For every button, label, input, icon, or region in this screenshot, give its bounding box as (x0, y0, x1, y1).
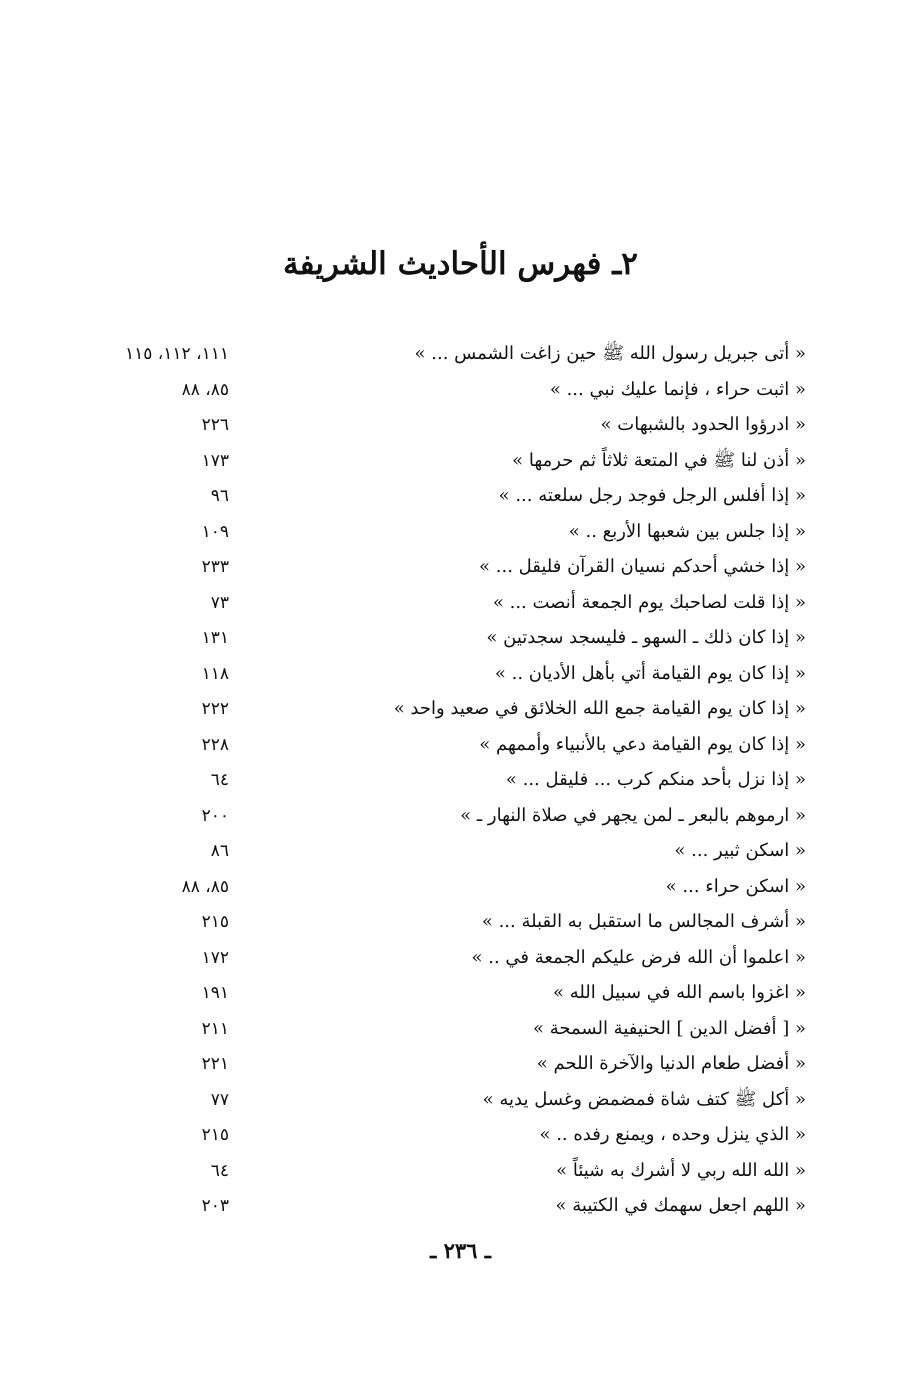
index-entry (0, 834, 921, 870)
hadith-text: « الذي ينزل وحده ، ويمنع رفده .. » (539, 1124, 806, 1145)
hadith-text: « اسكن ثبير ... » (674, 840, 806, 861)
index-entry (0, 1012, 921, 1048)
hadith-text: « إذا كان يوم القيامة دعي بالأنبياء وأممهم » (479, 733, 806, 755)
hadith-text: « أذن لنا ﷺ في المتعة ثلاثاً ثم حرمها » (512, 449, 806, 471)
page-references: ٢١١ (201, 1018, 229, 1039)
hadith-text: « أتى جبريل رسول الله ﷺ حين زاغت الشمس ... » (414, 343, 806, 364)
page-references: ٢٢١ (201, 1054, 229, 1074)
page-references: ٢٠٠ (201, 805, 229, 826)
hadith-text: « الله الله ربي لا أشرك به شيئاً » (556, 1159, 806, 1181)
page-references: ٢٠٣ (201, 1196, 229, 1216)
index-entry (0, 1189, 921, 1225)
page-references: ٧٣ (210, 592, 229, 613)
hadith-text: « إذا قلت لصاحبك يوم الجمعة أنصت ... » (492, 591, 806, 613)
page-references: ٨٦ (210, 841, 229, 861)
hadith-text: « اعلموا أن الله فرض عليكم الجمعة في .. » (471, 946, 806, 968)
index-entry (0, 373, 921, 409)
page-references: ٢٢٦ (201, 415, 229, 435)
page-references: ١٧٣ (201, 450, 229, 471)
hadith-text: « إذا كان يوم القيامة أتي بأهل الأديان .. » (494, 662, 806, 684)
hadith-text: « اثبت حراء ، فإنما عليك نبي ... » (549, 378, 806, 400)
index-entry (0, 1083, 921, 1119)
page-references: ٩٦ (210, 486, 229, 506)
page-title: ٢ـ فهرس الأحاديث الشريفة (283, 246, 638, 282)
hadith-text: « إذا أفلس الرجل فوجد رجل سلعته ... » (498, 485, 806, 506)
index-entry (0, 586, 921, 622)
hadith-text: « إذا جلس بين شعبها الأربع .. » (568, 520, 806, 542)
index-entry (0, 444, 921, 480)
page-number: ـ ٢٣٦ ـ (430, 1238, 491, 1263)
page-references: ١٩١ (201, 983, 229, 1003)
hadith-text: « أكل ﷺ كتف شاة فمضمض وغسل يديه » (482, 1088, 806, 1110)
page-references: ٢١٥ (201, 912, 229, 932)
index-entry (0, 408, 921, 444)
page-references: ١١١، ١١٢، ١١٥ (125, 344, 229, 364)
hadith-text: « إذا كان يوم القيامة جمع الله الخلائق في صعيد واحد » (393, 698, 806, 719)
index-entry (0, 550, 921, 586)
index-entry (0, 621, 921, 657)
page-references: ١٧٢ (201, 947, 229, 968)
hadith-text: « ادرؤوا الحدود بالشبهات » (600, 414, 806, 435)
hadith-text: « ارموهم بالبعر ـ لمن يجهر في صلاة النهار ـ » (460, 804, 806, 826)
hadith-text: « إذا خشي أحدكم نسيان القرآن فليقل ... » (479, 556, 806, 577)
page-references: ٢٣٣ (201, 557, 229, 577)
hadith-text: « اغزوا باسم الله في سبيل الله » (552, 982, 806, 1003)
hadith-index-list (0, 337, 921, 1225)
hadith-text: « أشرف المجالس ما استقبل به القبلة ... » (481, 911, 806, 932)
index-entry (0, 657, 921, 693)
hadith-text: « [ أفضل الدين ] الحنيفية السمحة » (533, 1017, 806, 1039)
page-references: ٢٢٨ (201, 734, 229, 755)
page-references: ٦٤ (210, 770, 229, 790)
page-references: ٨٥، ٨٨ (181, 876, 229, 897)
index-entry (0, 515, 921, 551)
page-references: ١٣١ (201, 628, 229, 648)
index-entry (0, 976, 921, 1012)
page-references: ٧٧ (210, 1089, 229, 1110)
index-entry (0, 905, 921, 941)
index-entry (0, 941, 921, 977)
page-references: ١١٨ (201, 663, 229, 684)
index-entry (0, 1154, 921, 1190)
index-entry (0, 763, 921, 799)
page-references: ٨٥، ٨٨ (181, 379, 229, 400)
hadith-text: « إذا نزل بأحد منكم كرب ... فليقل ... » (505, 769, 806, 790)
page-references: ٢١٥ (201, 1125, 229, 1145)
page-references: ٢٢٢ (201, 699, 229, 719)
page-references: ٦٤ (210, 1160, 229, 1181)
index-entry (0, 1047, 921, 1083)
index-entry (0, 870, 921, 906)
hadith-text: « اسكن حراء ... » (665, 875, 806, 897)
index-entry (0, 479, 921, 515)
index-entry (0, 799, 921, 835)
index-entry (0, 692, 921, 728)
index-entry (0, 728, 921, 764)
hadith-text: « أفضل طعام الدنيا والآخرة اللحم » (536, 1053, 806, 1074)
hadith-text: « إذا كان ذلك ـ السهو ـ فليسجد سجدتين » (486, 627, 806, 648)
hadith-text: « اللهم اجعل سهمك في الكتيبة » (555, 1195, 806, 1216)
index-entry (0, 337, 921, 373)
page-references: ١٠٩ (201, 521, 229, 542)
index-entry (0, 1118, 921, 1154)
